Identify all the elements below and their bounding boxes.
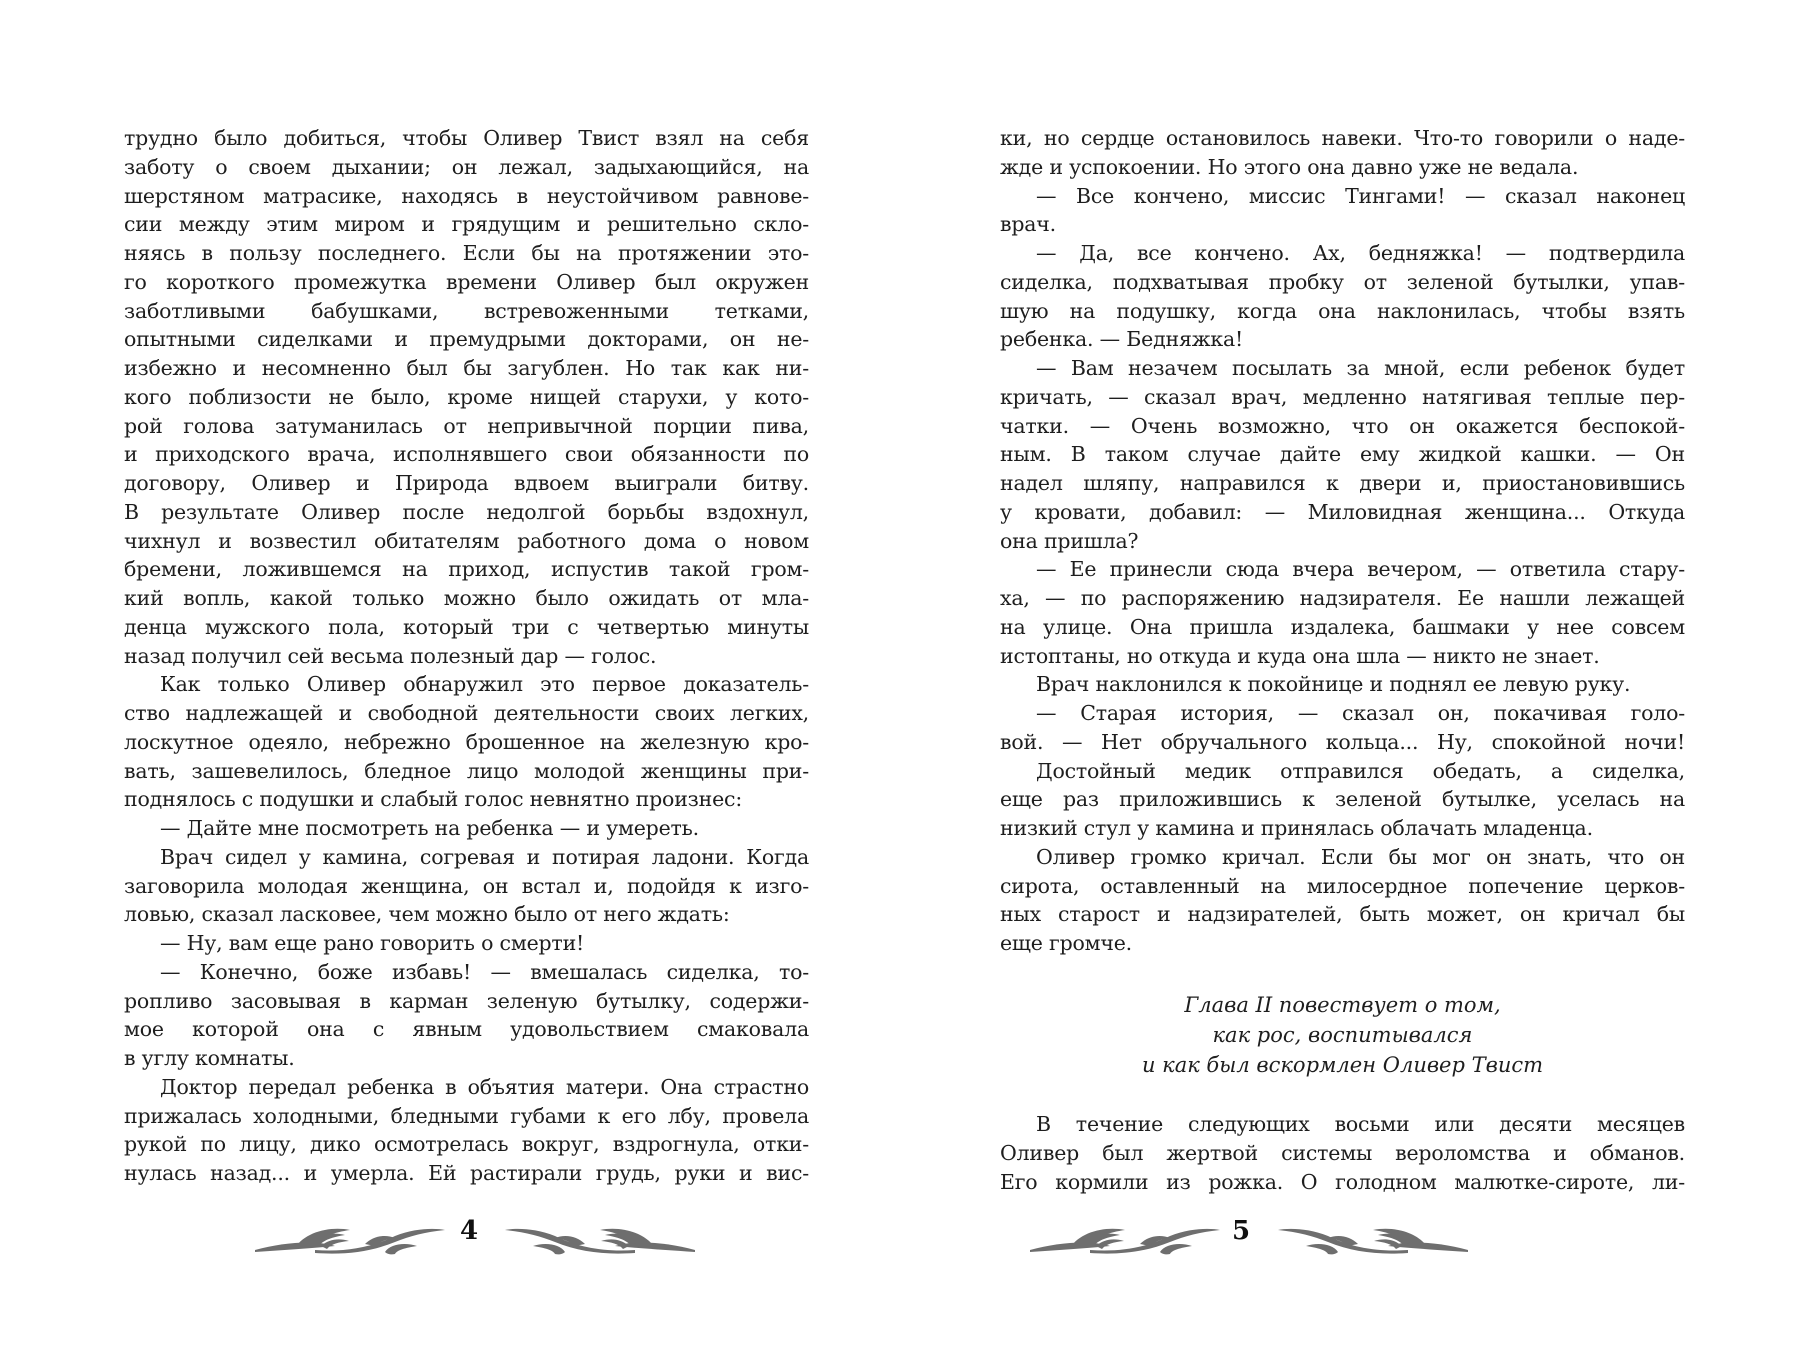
chapter-heading-line: как рос, воспитывался (1212, 1023, 1473, 1047)
text-line: избежно и несомненно был бы загублен. Но так как ни- (124, 356, 809, 380)
text-line: Врач сидел у камина, согревая и потирая ладони. Когда (160, 844, 809, 869)
text-line: вой. — Нет обручального кольца... Ну, спокойной ночи! (1000, 729, 1685, 754)
text-line: кричать, — сказал врач, медленно натягивая теплые пер- (1000, 384, 1685, 409)
text-line: трудно было добиться, чтобы Оливер Твист взял на себя (124, 126, 809, 150)
text-line: Оливер был жертвой системы вероломства и обманов. (1000, 1140, 1685, 1165)
text-line: жде и успокоении. Но этого она давно уже не ведала. (1000, 154, 1579, 179)
text-line: поднялось с подушки и слабый голос невнятно произнес: (124, 787, 743, 812)
text-line: еще громче. (1000, 931, 1132, 955)
text-line: Доктор передал ребенка в объятия матери. Она страстно (160, 1074, 809, 1099)
text-line: ха, — по распоряжению надзирателя. Ее нашли лежащей (1000, 586, 1685, 610)
text-line: Как только Оливер обнаружил это первое доказатель- (160, 672, 809, 697)
text-line: сии между этим миром и грядущим и решительно скло- (124, 212, 809, 237)
text-line: чихнул и возвестил обитателям работного дома о новом (124, 528, 809, 553)
text-line: ловью, сказал ласковее, чем можно было от него ждать: (124, 902, 730, 927)
text-line: сиделка, подхватывая пробку от зеленой бутылки, упав- (1000, 269, 1685, 294)
text-line: опытными сиделками и премудрыми докторами, он не- (124, 327, 809, 352)
text-line: еще раз приложившись к зеленой бутылке, уселась на (1000, 787, 1685, 812)
page-number: 5 (1232, 1216, 1251, 1246)
text-line: ки, но сердце остановилось навеки. Что-то говорили о наде- (1000, 126, 1685, 150)
text-line: — Конечно, боже избавь! — вмешалась сиделка, то- (160, 959, 809, 984)
text-line: у кровати, добавил: — Миловидная женщина... Откуда (1000, 499, 1685, 524)
flourish-left-icon (255, 1222, 445, 1256)
text-line: заботу о своем дыхании; он лежал, задыхающийся, на (124, 154, 809, 179)
text-line: заботливыми бабушками, встревоженными тетками, (124, 298, 809, 323)
chapter-heading (1000, 990, 1685, 1080)
right-page (900, 0, 1800, 1365)
text-line: го короткого промежутка времени Оливер был окружен (124, 269, 809, 294)
text-line: — Да, все кончено. Ах, бедняжка! — подтвердила (1036, 241, 1685, 265)
text-line: она пришла? (1000, 528, 1139, 553)
left-page-folio (0, 1212, 900, 1262)
text-line: сирота, оставленный на милосердное попечение церков- (1000, 873, 1685, 898)
text-line: ребенка. — Бедняжка! (1000, 327, 1244, 352)
text-line: надел шляпу, направился к двери и, приостановившись (1000, 471, 1685, 495)
page-number: 4 (460, 1216, 479, 1246)
text-line: врач. (1000, 212, 1056, 237)
text-line: в углу комнаты. (124, 1046, 295, 1070)
text-line: рукой по лицу, дико осмотрелась вокруг, вздрогнула, отки- (124, 1132, 809, 1157)
right-page-text (1000, 124, 1685, 958)
text-line: договору, Оливер и Природа вдвоем выиграли битву. (124, 471, 809, 495)
text-line: — Ну, вам еще рано говорить о смерти! (160, 931, 585, 955)
text-line: нулась назад... и умерла. Ей растирали грудь, руки и вис- (124, 1161, 809, 1185)
text-line: — Ее принесли сюда вчера вечером, — ответила стару- (1036, 557, 1685, 582)
text-line: и приходского врача, исполнявшего свои обязанности по (124, 442, 809, 467)
right-page-folio (900, 1212, 1800, 1262)
chapter-heading-line: Глава II повествует о том, (1184, 993, 1501, 1017)
text-line: ство надлежащей и свободной деятельности своих легких, (124, 701, 809, 725)
text-line: — Все кончено, миссис Тингами! — сказал наконец (1036, 183, 1685, 208)
text-line: — Старая история, — сказал он, покачивая голо- (1036, 701, 1685, 725)
text-line: лоскутное одеяло, небрежно брошенное на железную кро- (124, 729, 809, 754)
chapter-heading-line: и как был вскормлен Оливер Твист (1141, 1053, 1544, 1077)
text-line: — Дайте мне посмотреть на ребенка — и умереть. (160, 816, 699, 840)
text-line: В течение следующих восьми или десяти месяцев (1036, 1112, 1685, 1136)
text-line: денца мужского пола, который три с четвертью минуты (124, 614, 809, 639)
text-line: чатки. — Очень возможно, что он окажется беспокой- (1000, 413, 1685, 438)
text-line: низкий стул у камина и принялась облачать младенца. (1000, 816, 1593, 840)
text-line: на улице. Она пришла издалека, башмаки у нее совсем (1000, 614, 1685, 639)
text-line: мое которой она с явным удовольствием смаковала (124, 1017, 809, 1042)
text-line: кого поблизости не было, кроме нищей старухи, у кото- (124, 384, 809, 409)
text-line: ным. В таком случае дайте ему жидкой кашки. — Он (1000, 442, 1685, 467)
text-line: назад получил сей весьма полезный дар — голос. (124, 643, 657, 668)
text-line: ропливо засовывая в карман зеленую бутылку, содержи- (124, 988, 809, 1013)
text-line: ных старост и надзирателей, быть может, он кричал бы (1000, 902, 1685, 927)
text-line: заговорила молодая женщина, он встал и, подойдя к изго- (124, 873, 809, 898)
text-line: кий вопль, какой только можно было ожидать от мла- (124, 586, 809, 610)
text-line: Достойный медик отправился обедать, а сиделка, (1036, 758, 1685, 783)
text-line: прижалась холодными, бледными губами к его лбу, провела (124, 1103, 809, 1128)
text-line: истоптаны, но откуда и куда она шла — никто не знает. (1000, 643, 1600, 668)
text-line: шерстяном матрасике, находясь в неустойчивом равнове- (124, 183, 809, 208)
left-page-text (124, 124, 809, 1188)
text-line: Врач наклонился к покойнице и поднял ее левую руку. (1036, 672, 1631, 697)
text-line: бремени, ложившемся на приход, испустив такой гром- (124, 557, 809, 582)
flourish-right-icon (1278, 1222, 1468, 1256)
flourish-right-icon (505, 1222, 695, 1256)
text-line: няясь в пользу последнего. Если бы на протяжении это- (124, 241, 809, 265)
text-line: Его кормили из рожка. О голодном малютке-сироте, ли- (1000, 1169, 1685, 1194)
text-line: вать, зашевелилось, бледное лицо молодой женщины при- (124, 758, 809, 783)
chapter-text (1000, 1110, 1685, 1196)
text-line: шую на подушку, когда она наклонилась, чтобы взять (1000, 298, 1685, 323)
text-line: Оливер громко кричал. Если бы мог он знать, что он (1036, 844, 1685, 869)
text-line: В результате Оливер после недолгой борьбы вздохнул, (124, 499, 809, 524)
text-line: рой голова затуманилась от непривычной порции пива, (124, 413, 809, 438)
flourish-left-icon (1030, 1222, 1220, 1256)
text-line: — Вам незачем посылать за мной, если ребенок будет (1036, 356, 1685, 380)
